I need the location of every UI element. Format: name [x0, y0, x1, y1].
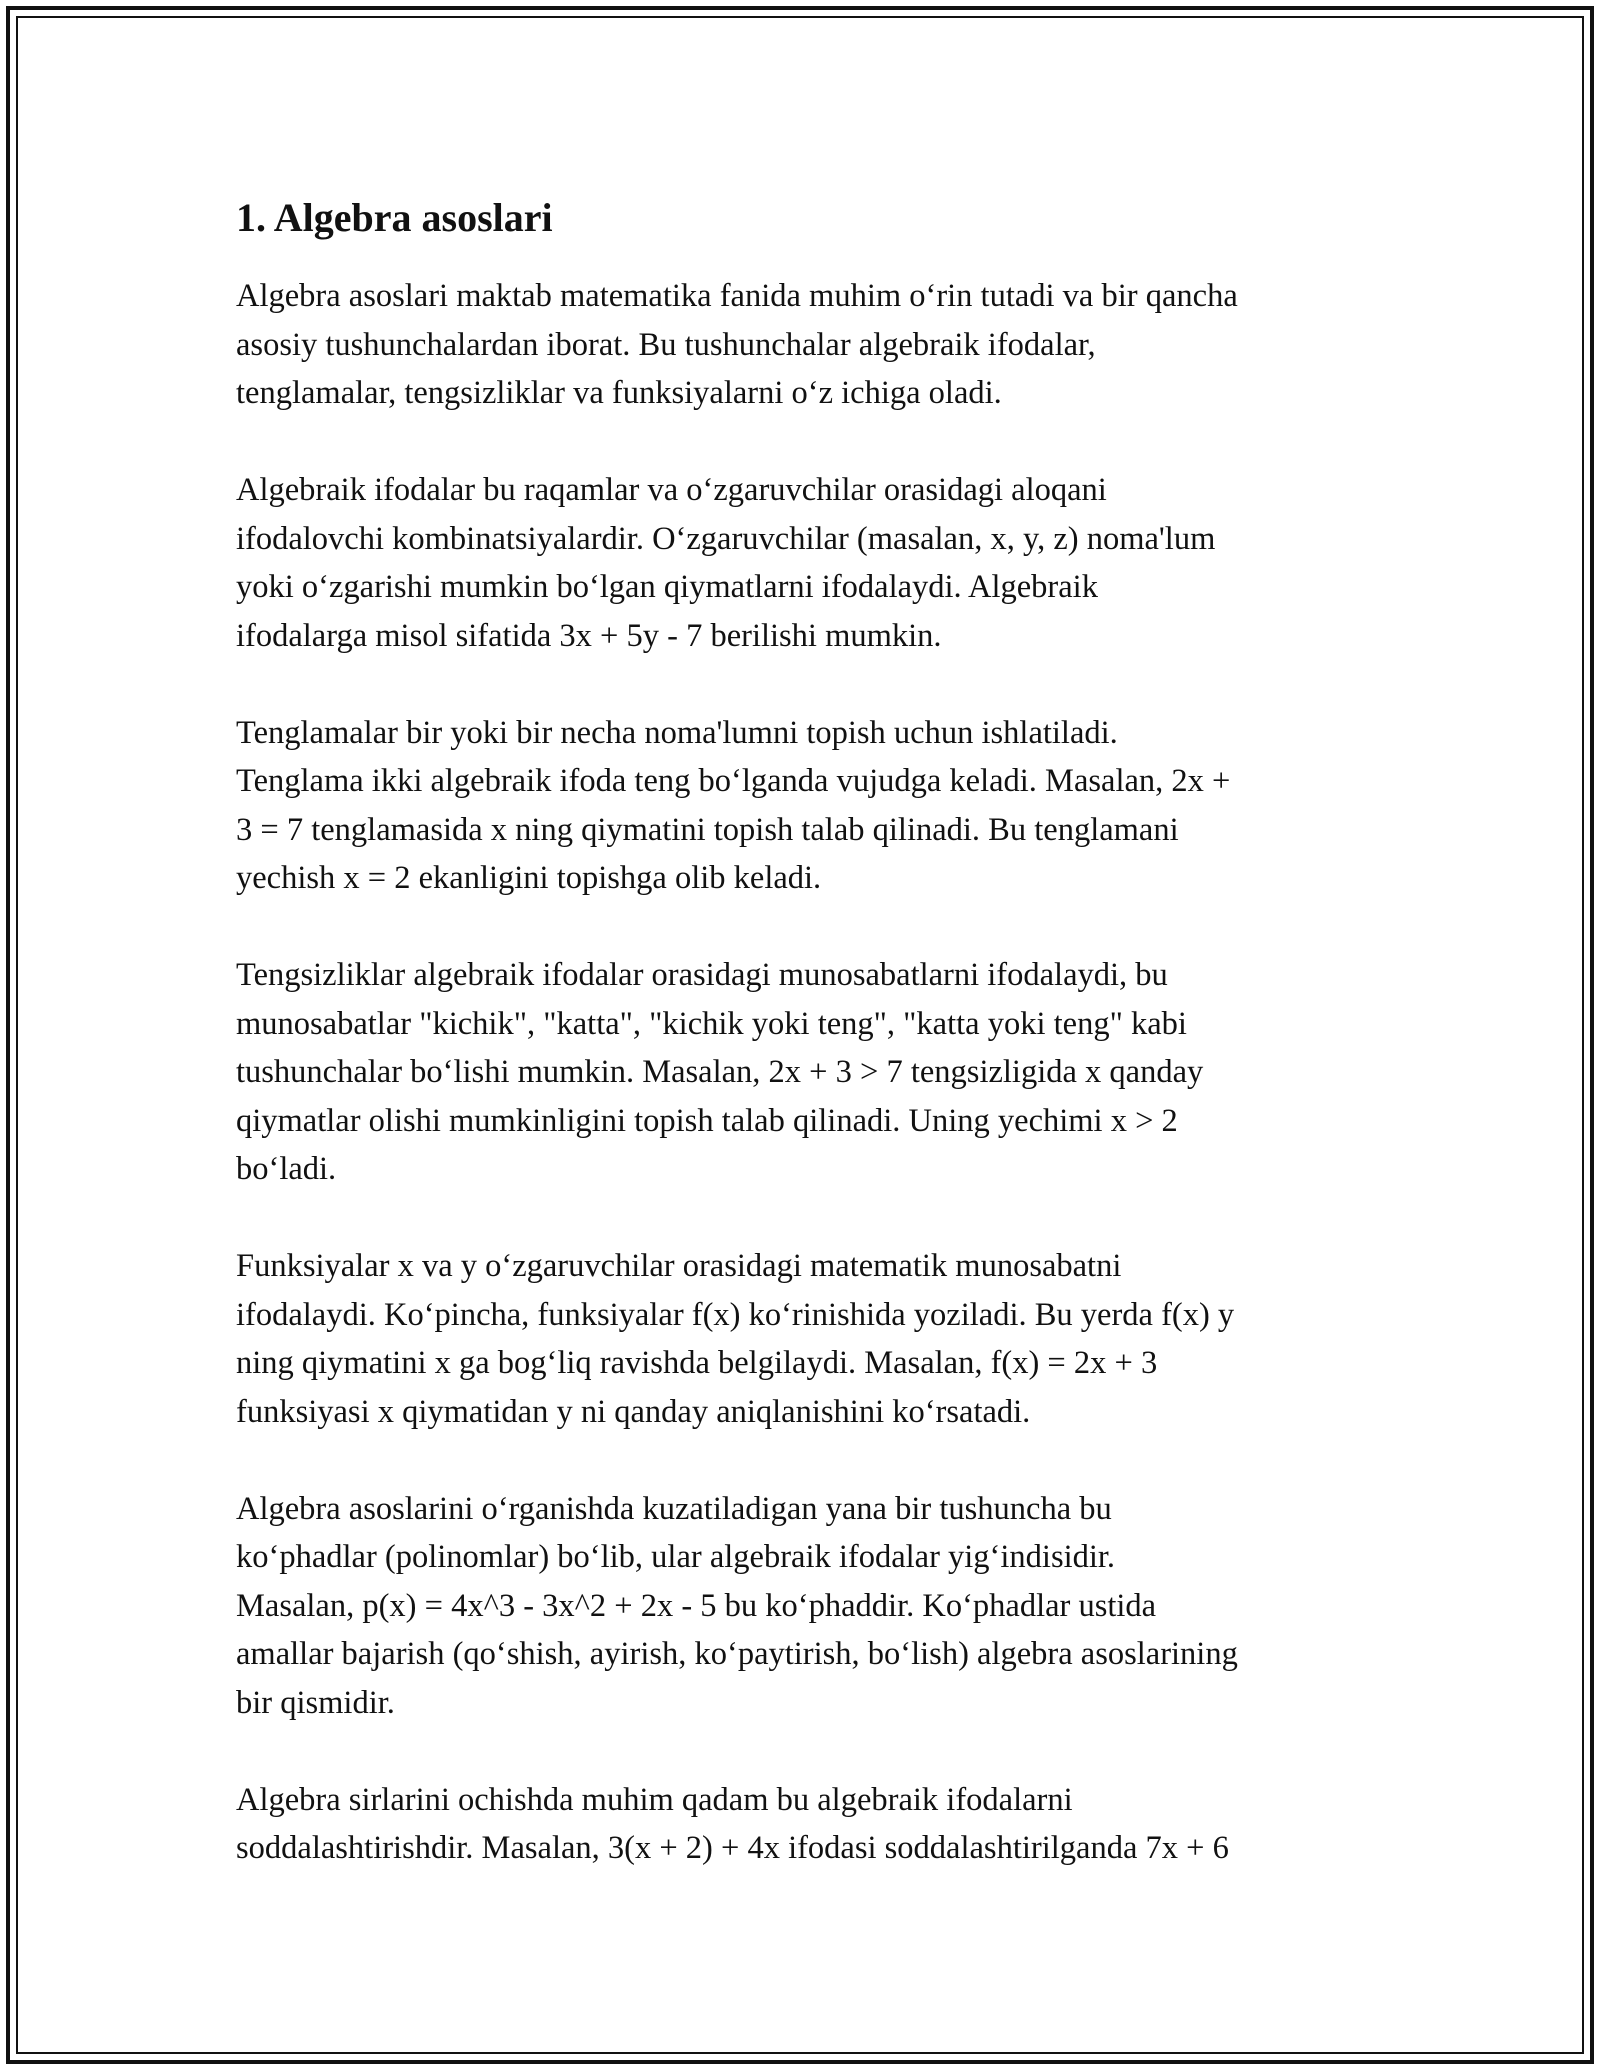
- paragraph-line: ko‘phadlar (polinomlar) bo‘lib, ular algebraik ifodalar yig‘indisidir.: [236, 1539, 1116, 1575]
- paragraph-line: Tengsizliklar algebraik ifodalar orasidagi munosabatlarni ifodalaydi, bu: [236, 957, 1168, 993]
- paragraph-equations: [236, 709, 1376, 903]
- paragraph-line: asosiy tushunchalardan iborat. Bu tushunchalar algebraik ifodalar,: [236, 326, 1096, 363]
- paragraph-line: Tenglamalar bir yoki bir necha noma'lumni topish uchun ishlatiladi.: [236, 714, 1118, 751]
- paragraph-inequalities: [236, 951, 1376, 1194]
- paragraph-line: 3 = 7 tenglamasida x ning qiymatini topish talab qilinadi. Bu tenglamani: [236, 811, 1179, 848]
- paragraph-line: Funksiyalar x va y o‘zgaruvchilar orasidagi matematik munosabatni: [236, 1248, 1122, 1284]
- paragraph-intro: [236, 272, 1376, 418]
- paragraph-line: Algebra sirlarini ochishda muhim qadam bu algebraik ifodalarni: [236, 1781, 1073, 1818]
- paragraph-line: Masalan, p(x) = 4x^3 - 3x^2 + 2x - 5 bu ko‘phaddir. Ko‘phadlar ustida: [236, 1587, 1157, 1624]
- paragraph-simplification: [236, 1776, 1376, 1873]
- paragraph-line: soddalashtirishdir. Masalan, 3(x + 2) + 4x ifodasi soddalashtirilganda 7x + 6: [236, 1830, 1229, 1866]
- paragraph-expressions: [236, 466, 1376, 660]
- paragraph-polynomials: [236, 1485, 1376, 1728]
- paragraph-line: yoki o‘zgarishi mumkin bo‘lgan qiymatlarni ifodalaydi. Algebraik: [236, 569, 1098, 605]
- paragraph-line: ifodalaydi. Ko‘pincha, funksiyalar f(x) ko‘rinishida yoziladi. Bu yerda f(x) y: [236, 1296, 1235, 1333]
- section-heading: 1. Algebra asoslari: [236, 195, 553, 240]
- paragraph-line: ifodalarga misol sifatida 3x + 5y - 7 berilishi mumkin.: [236, 617, 942, 654]
- paragraph-line: tenglamalar, tengsizliklar va funksiyalarni o‘z ichiga oladi.: [236, 375, 1002, 411]
- paragraph-line: Algebra asoslari maktab matematika fanida muhim o‘rin tutadi va bir qancha: [236, 278, 1238, 314]
- paragraph-line: Tenglama ikki algebraik ifoda teng bo‘lganda vujudga keladi. Masalan, 2x +: [236, 763, 1231, 799]
- paragraph-line: yechish x = 2 ekanligini topishga olib keladi.: [236, 860, 822, 896]
- paragraph-line: tushunchalar bo‘lishi mumkin. Masalan, 2x + 3 > 7 tengsizligida x qanday: [236, 1054, 1204, 1090]
- paragraph-line: Algebra asoslarini o‘rganishda kuzatiladigan yana bir tushuncha bu: [236, 1490, 1112, 1527]
- paragraph-line: bo‘ladi.: [236, 1151, 337, 1187]
- document-body: [236, 180, 1376, 1921]
- paragraph-line: ifodalovchi kombinatsiyalardir. O‘zgaruvchilar (masalan, x, y, z) noma'lum: [236, 520, 1216, 557]
- paragraph-line: funksiyasi x qiymatidan y ni qanday aniqlanishini ko‘rsatadi.: [236, 1393, 1031, 1430]
- paragraph-line: amallar bajarish (qo‘shish, ayirish, ko‘paytirish, bo‘lish) algebra asoslarining: [236, 1636, 1238, 1672]
- paragraph-line: munosabatlar "kichik", "katta", "kichik yoki teng", "katta yoki teng" kabi: [236, 1005, 1187, 1042]
- paragraph-functions: [236, 1242, 1376, 1436]
- paragraph-line: Algebraik ifodalar bu raqamlar va o‘zgaruvchilar orasidagi aloqani: [236, 472, 1107, 508]
- paragraph-line: qiymatlar olishi mumkinligini topish talab qilinadi. Uning yechimi x > 2: [236, 1102, 1178, 1139]
- paragraph-line: bir qismidir.: [236, 1684, 395, 1721]
- paragraph-line: ning qiymatini x ga bog‘liq ravishda belgilaydi. Masalan, f(x) = 2x + 3: [236, 1345, 1158, 1381]
